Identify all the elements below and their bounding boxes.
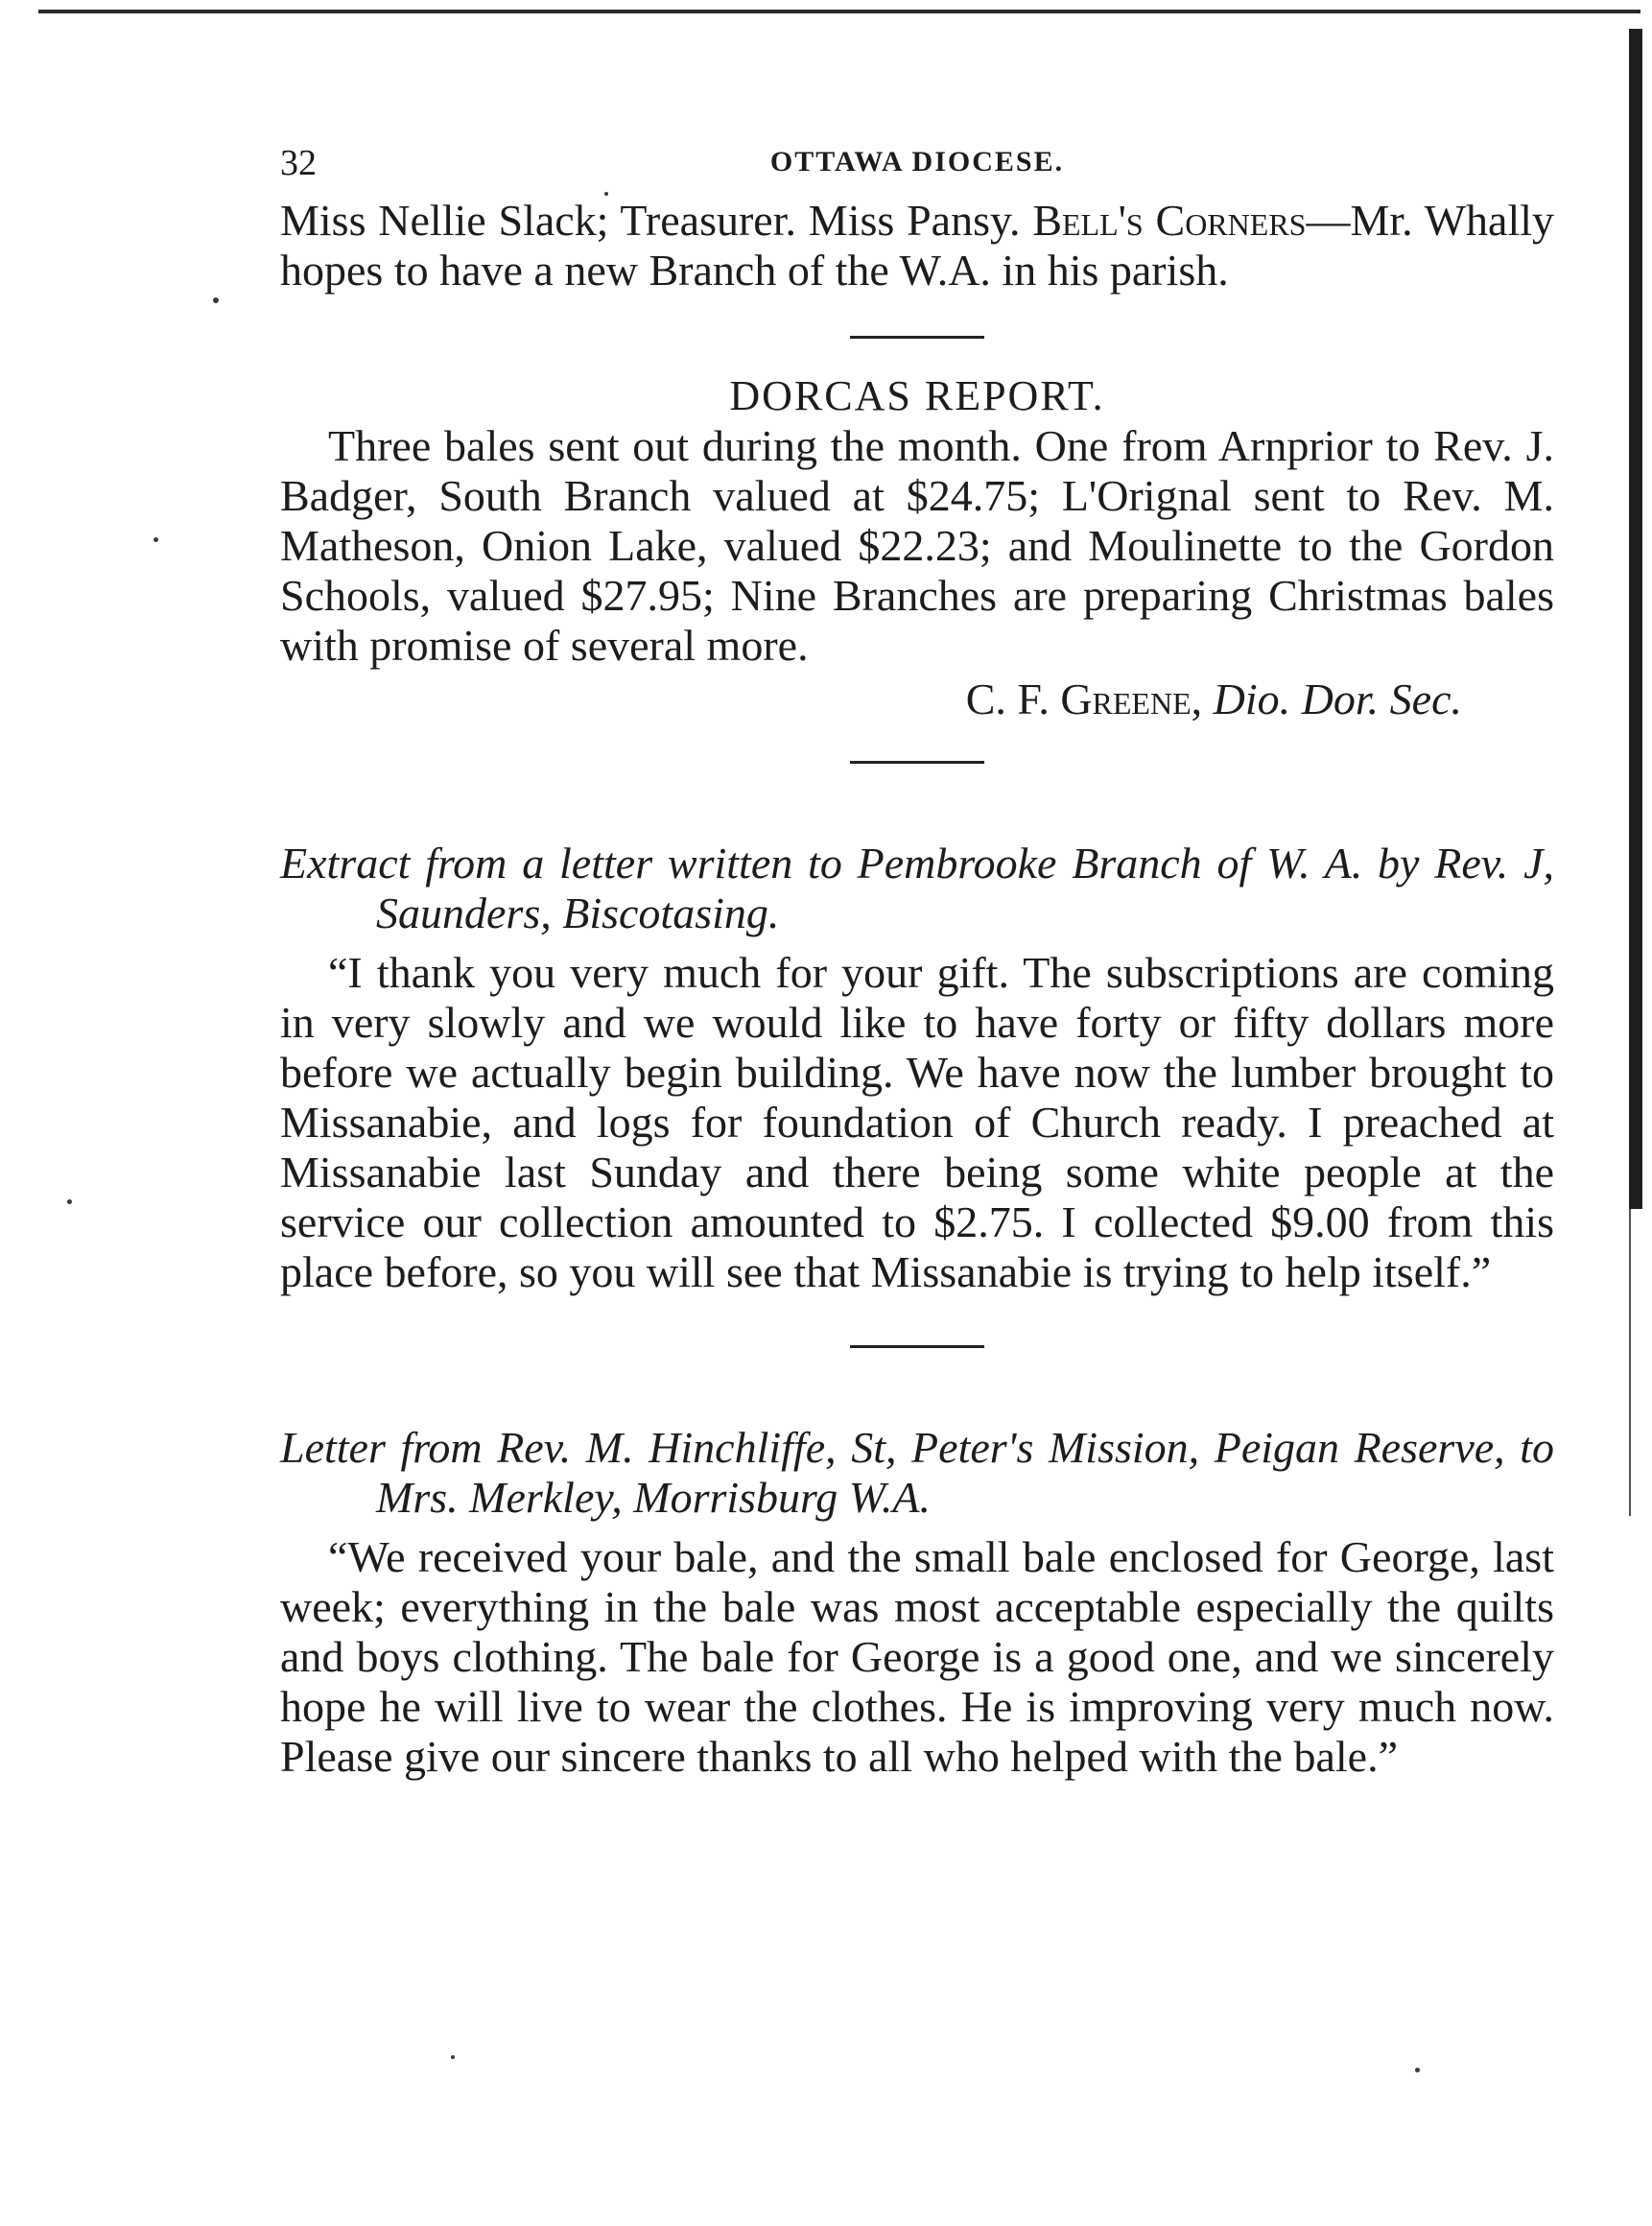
running-head: OTTAWA DIOCESE. — [769, 146, 1065, 178]
scan-speck — [213, 297, 219, 303]
dorcas-signature — [280, 675, 1554, 724]
extract-heading: Extract from a letter written to Pembrooke Branch of W. A. by Rev. J, Saunders, Biscotasing. — [280, 839, 1554, 937]
place-name-smallcaps: Bell's Corners — [1032, 196, 1307, 245]
dorcas-report-title: DORCAS REPORT. — [729, 372, 1105, 419]
section-divider — [850, 1345, 984, 1348]
scan-top-border — [38, 10, 1640, 13]
scan-speck — [1415, 2068, 1420, 2072]
scan-right-border-thin — [1629, 1209, 1631, 1516]
page-content — [280, 134, 1554, 1782]
dorcas-report-body: Three bales sent out during the month. One from Arnprior to Rev. J. Badger, South Branch valued at $24.75; L'Orignal sent to Rev. M. Matheson, Onion Lake, valued $22.23; and Moulinette to the Gordon Schools, valued $27.95; Nine Branches are preparing Christmas bales with promise of several more. — [280, 421, 1554, 670]
opening-paragraph — [280, 196, 1554, 296]
section-divider — [850, 336, 984, 339]
opening-text: Miss Nellie Slack; Treasurer. Miss Pansy. — [280, 196, 1021, 245]
page-header — [280, 134, 1554, 194]
extract-quote: “I thank you very much for your gift. The subscriptions are coming in very slowly and we would like to have forty or fifty dollars more before we actually begin building. We have now the lumber brought to Missanabie, and logs for foundation of Church ready. I preached at Missanabie last Sunday and there being some white people at the service our collection amounted to $2.75. I collected $9.00 from this place before, so you will see that Missanabie is trying to help itself.” — [280, 948, 1554, 1296]
scan-speck — [451, 2055, 455, 2059]
signature-title: Dio. Dor. Sec. — [1213, 675, 1462, 723]
page-number: 32 — [280, 143, 317, 183]
letter-quote: “We received your bale, and the small bale enclosed for George, last week; everything in the bale was most acceptable especially the quilts and boys clothing. The bale for George is a good one, and we sincerely hope he will live to wear the clothes. He is improving very much now. Please give our sincere thanks to all who helped with the bale.” — [280, 1532, 1554, 1781]
scan-speck — [67, 1199, 72, 1204]
section-divider — [850, 761, 984, 764]
signature-name: C. F. Greene, — [965, 675, 1203, 723]
scan-speck — [153, 537, 158, 542]
opening-text-continued: —Mr. Whally hopes to have a new Branch of the W.A. in his parish. — [280, 196, 1555, 295]
scan-right-border — [1629, 29, 1642, 1209]
letter-heading: Letter from Rev. M. Hinchliffe, St, Peter's Mission, Peigan Reserve, to Mrs. Merkley, Morrisburg W.A. — [280, 1423, 1554, 1522]
